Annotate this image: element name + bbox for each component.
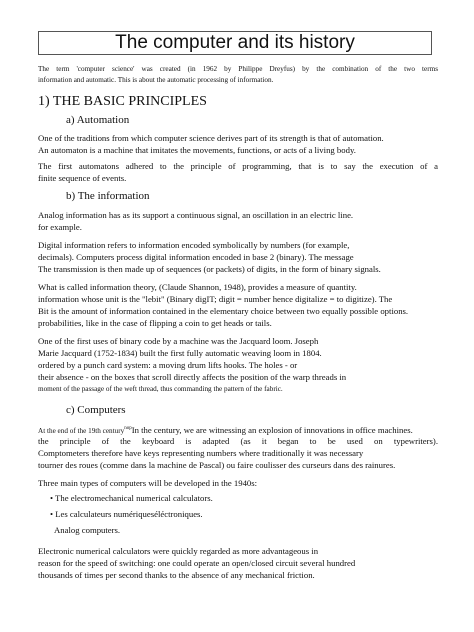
subheading-information: b) The information bbox=[66, 190, 150, 202]
paragraph-line: Electronic numerical calculators were quickly regarded as more advantageous in bbox=[38, 546, 319, 556]
paragraph-line: finite sequence of events. bbox=[38, 173, 127, 183]
paragraph-line: thousands of times per second thanks to the absence of any mechanical friction. bbox=[38, 570, 315, 580]
subheading-computers: c) Computers bbox=[66, 404, 126, 416]
paragraph-line: One of the first uses of binary code by a machine was the Jacquard loom. Joseph bbox=[38, 336, 319, 346]
list-item: • Les calculateurs numériqueséléctroniques. bbox=[50, 509, 203, 519]
paragraph-line: decimals). Computers process digital information encoded in base 2 (binary). The message bbox=[38, 252, 354, 262]
paragraph-line: Analog information has as its support a continuous signal, an oscillation in an electric line. bbox=[38, 210, 354, 220]
section-heading-basic-principles: 1) THE BASIC PRINCIPLES bbox=[38, 94, 207, 109]
paragraph-line: Bit is the amount of information contained in the elementary choice between two equally possible options. bbox=[38, 306, 409, 316]
paragraph-line: information whose unit is the "lebit" (Binary digIT; digit = number hence digitalize = to digitize). The bbox=[38, 294, 393, 304]
intro-line-1: The term 'computer science' was created (in 1962 by Philippe Dreyfus) by the combination of the two terms bbox=[38, 65, 438, 73]
small-prefix: At the end of the 19th century bbox=[38, 426, 125, 435]
paragraph-line: Comptometers therefore have keys representing numbers where traditionally it was necessary bbox=[38, 448, 364, 458]
paragraph-line: their absence - on the boxes that scroll directly affects the position of the warp threads in bbox=[38, 372, 347, 382]
paragraph-line: Marie Jacquard (1752-1834) built the first fully automatic weaving loom in 1804. bbox=[38, 348, 322, 358]
intro-line-2: information and automatic. This is about the automatic processing of information. bbox=[38, 76, 274, 84]
paragraph-line: reason for the speed of switching: one could operate an open/closed circuit several hundred bbox=[38, 558, 356, 568]
paragraph-line: Digital information refers to information encoded symbolically by numbers (for example, bbox=[38, 240, 350, 250]
paragraph-line: An automaton is a machine that imitates the movements, functions, or acts of a living body. bbox=[38, 145, 356, 155]
paragraph-line: for example. bbox=[38, 222, 82, 232]
page-title: The computer and its history bbox=[38, 31, 432, 55]
subheading-automation: a) Automation bbox=[66, 114, 130, 126]
paragraph-line: What is called information theory, (Claude Shannon, 1948), provides a measure of quantity. bbox=[38, 282, 357, 292]
footnote-mark: nop bbox=[124, 426, 132, 431]
paragraph-line: probabilities, like in the case of flipping a coin to get heads or tails. bbox=[38, 318, 272, 328]
paragraph-line: The transmission is then made up of sequences (or packets) of digits, in the form of binary signals. bbox=[38, 264, 381, 274]
paragraph-line: At the end of the 19th century$^{nop}$In the century, we are witnessing an explosion of innovations in office machines. bbox=[38, 424, 413, 435]
paragraph-line: Three main types of computers will be developed in the 1940s: bbox=[38, 478, 258, 488]
paragraph-line: moment of the passage of the weft thread, thus commanding the pattern of the fabric. bbox=[38, 385, 283, 393]
paragraph-line: the principle of the keyboard is adapted (as it began to be used on typewriters). bbox=[38, 436, 438, 446]
paragraph-line: One of the traditions from which computer science derives part of its strength is that of automation. bbox=[38, 133, 384, 143]
paragraph-line: tourner des roues (comme dans la machine de Pascal) ou faire coulisser des curseurs dans des rainures. bbox=[38, 460, 396, 470]
list-item: • The electromechanical numerical calculators. bbox=[50, 493, 213, 503]
paragraph-line: ordered by a punch card system: a moving drum lifts hooks. The holes - or bbox=[38, 360, 298, 370]
list-item: Analog computers. bbox=[54, 525, 121, 535]
paragraph-line: The first automatons adhered to the principle of programming, that is to say the execution of a bbox=[38, 161, 438, 171]
